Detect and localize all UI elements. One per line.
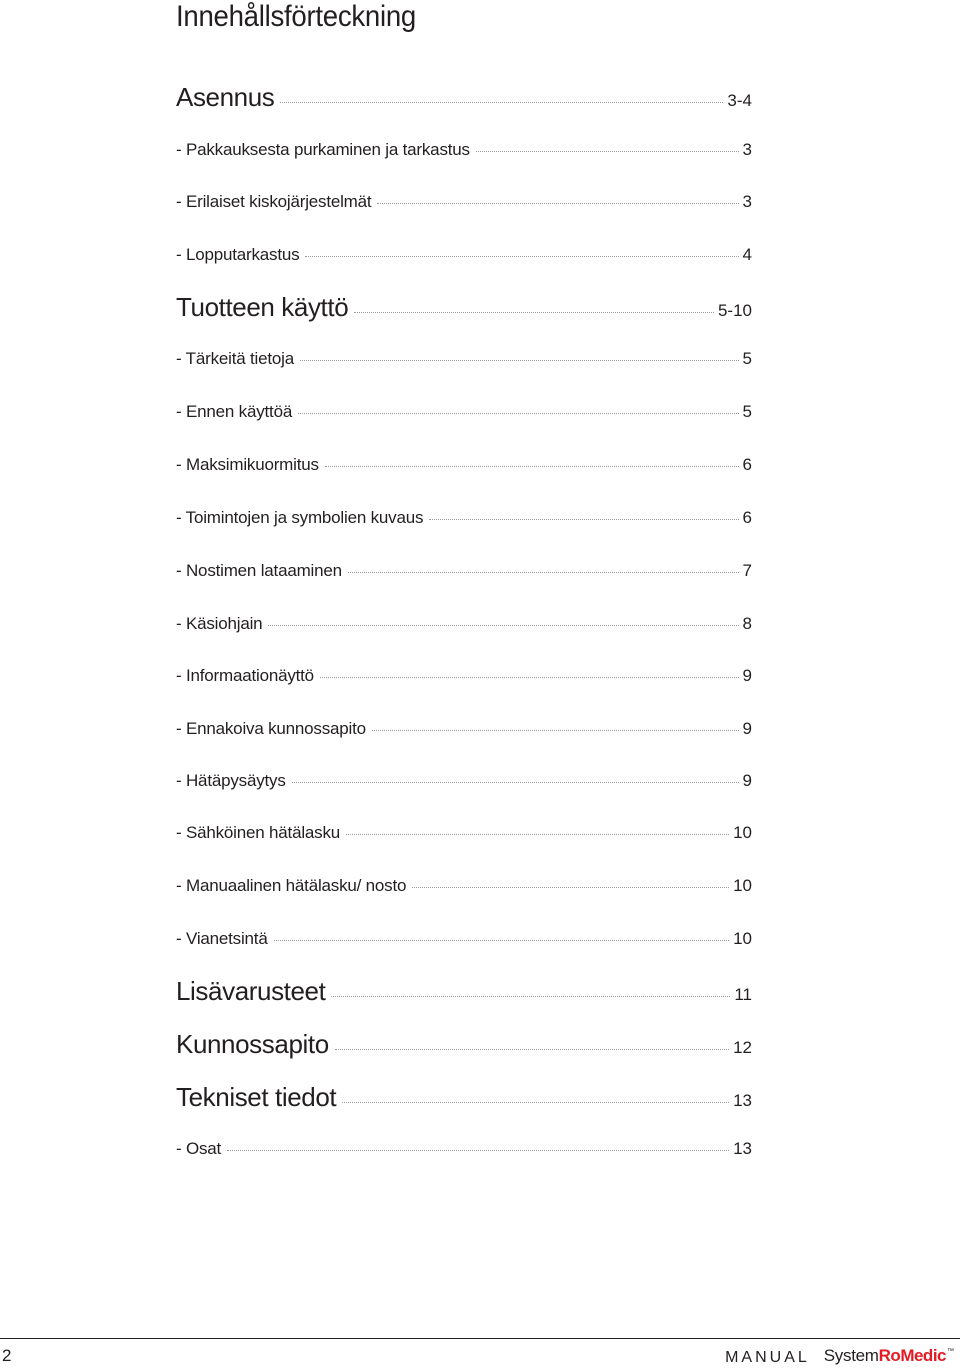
dot-leader bbox=[346, 834, 729, 835]
dot-leader bbox=[325, 466, 739, 467]
toc-subsection-title: - Ennakoiva kunnossapito bbox=[176, 719, 366, 738]
toc-entry[interactable] bbox=[176, 1139, 752, 1159]
toc-subsection-title: - Maksimikuormitus bbox=[176, 455, 319, 474]
toc-entry[interactable] bbox=[176, 292, 752, 323]
toc-page-number: 13 bbox=[733, 1139, 752, 1158]
toc-entry[interactable] bbox=[176, 976, 752, 1007]
toc-page-number: 10 bbox=[733, 929, 752, 948]
toc-entry[interactable] bbox=[176, 140, 752, 160]
toc-page-number: 3-4 bbox=[727, 91, 752, 110]
brand-romedic-text: RoMedic bbox=[878, 1346, 946, 1365]
toc-entry[interactable] bbox=[176, 1029, 752, 1060]
dot-leader bbox=[348, 572, 739, 573]
dot-leader bbox=[305, 256, 738, 257]
dot-leader bbox=[354, 312, 714, 313]
toc-entry[interactable] bbox=[176, 614, 752, 634]
toc-subsection-title: - Lopputarkastus bbox=[176, 245, 300, 264]
toc-page-number: 6 bbox=[742, 455, 752, 474]
toc-section-title: Kunnossapito bbox=[176, 1029, 329, 1059]
dot-leader bbox=[300, 360, 739, 361]
toc-page-number: 3 bbox=[742, 192, 752, 211]
footer-page-number: 2 bbox=[2, 1346, 12, 1365]
toc-section-title: Tuotteen käyttö bbox=[176, 292, 349, 322]
dot-leader bbox=[429, 519, 738, 520]
dot-leader bbox=[298, 413, 738, 414]
toc-subsection-title: - Nostimen lataaminen bbox=[176, 561, 342, 580]
toc-entry[interactable] bbox=[176, 349, 752, 369]
toc-entry[interactable] bbox=[176, 719, 752, 739]
toc-entry[interactable] bbox=[176, 245, 752, 265]
page-title: Innehållsförteckning bbox=[176, 0, 416, 33]
toc-entry[interactable] bbox=[176, 771, 752, 791]
toc-page-number: 8 bbox=[742, 614, 752, 633]
dot-leader bbox=[280, 102, 723, 103]
footer-divider bbox=[0, 1338, 960, 1339]
toc-subsection-title: - Käsiohjain bbox=[176, 614, 263, 633]
toc-subsection-title: - Sähköinen hätälasku bbox=[176, 823, 341, 842]
toc-entry[interactable] bbox=[176, 929, 752, 949]
dot-leader bbox=[227, 1150, 729, 1151]
toc-entry[interactable] bbox=[176, 455, 752, 475]
footer-brand bbox=[725, 1346, 954, 1367]
toc-page-number: 5 bbox=[742, 349, 752, 368]
toc-entry[interactable] bbox=[176, 666, 752, 686]
toc-subsection-title: - Hätäpysäytys bbox=[176, 771, 286, 790]
toc-entry[interactable] bbox=[176, 508, 752, 528]
dot-leader bbox=[268, 625, 738, 626]
toc-subsection-title: - Toimintojen ja symbolien kuvaus bbox=[176, 508, 424, 527]
toc-page-number: 5-10 bbox=[717, 301, 752, 320]
toc-section-title: Lisävarusteet bbox=[176, 976, 326, 1006]
dot-leader bbox=[372, 730, 739, 731]
toc-subsection-title: - Pakkauksesta purkaminen ja tarkastus bbox=[176, 140, 470, 159]
toc-entry[interactable] bbox=[176, 82, 752, 113]
toc-entry[interactable] bbox=[176, 192, 752, 212]
toc-entry[interactable] bbox=[176, 561, 752, 581]
trademark-symbol: ™ bbox=[947, 1348, 954, 1355]
dot-leader bbox=[342, 1102, 729, 1103]
toc-section-title: Asennus bbox=[176, 82, 275, 112]
toc-entry[interactable] bbox=[176, 876, 752, 896]
toc-section-title: Tekniset tiedot bbox=[176, 1082, 337, 1112]
toc-entry[interactable] bbox=[176, 823, 752, 843]
toc-page-number: 5 bbox=[742, 402, 752, 421]
toc-page-number: 13 bbox=[733, 1091, 752, 1110]
toc-page-number: 7 bbox=[742, 561, 752, 580]
toc-page-number: 12 bbox=[733, 1038, 752, 1057]
toc-page-number: 10 bbox=[733, 823, 752, 842]
toc-page-number: 6 bbox=[742, 508, 752, 527]
footer-manual-label: MANUAL bbox=[725, 1349, 810, 1366]
dot-leader bbox=[335, 1049, 729, 1050]
toc-page-number: 9 bbox=[742, 719, 752, 738]
toc-entry[interactable] bbox=[176, 402, 752, 422]
brand-system-text: System bbox=[823, 1346, 879, 1365]
table-of-contents bbox=[176, 0, 752, 1200]
dot-leader bbox=[331, 996, 730, 997]
dot-leader bbox=[320, 677, 739, 678]
toc-subsection-title: - Informaationäyttö bbox=[176, 666, 314, 685]
dot-leader bbox=[292, 782, 739, 783]
dot-leader bbox=[274, 940, 729, 941]
toc-entry[interactable] bbox=[176, 1082, 752, 1113]
toc-page-number: 9 bbox=[742, 771, 752, 790]
toc-subsection-title: - Tärkeitä tietoja bbox=[176, 349, 294, 368]
dot-leader bbox=[412, 887, 729, 888]
dot-leader bbox=[476, 151, 739, 152]
toc-page-number: 10 bbox=[733, 876, 752, 895]
toc-page-number: 3 bbox=[742, 140, 752, 159]
toc-page-number: 4 bbox=[742, 245, 752, 264]
toc-subsection-title: - Manuaalinen hätälasku/ nosto bbox=[176, 876, 407, 895]
dot-leader bbox=[377, 203, 738, 204]
toc-page-number: 9 bbox=[742, 666, 752, 685]
toc-subsection-title: - Osat bbox=[176, 1139, 222, 1158]
toc-subsection-title: - Erilaiset kiskojärjestelmät bbox=[176, 192, 372, 211]
toc-subsection-title: - Ennen käyttöä bbox=[176, 402, 293, 421]
toc-page-number: 11 bbox=[734, 985, 752, 1004]
toc-subsection-title: - Vianetsintä bbox=[176, 929, 268, 948]
